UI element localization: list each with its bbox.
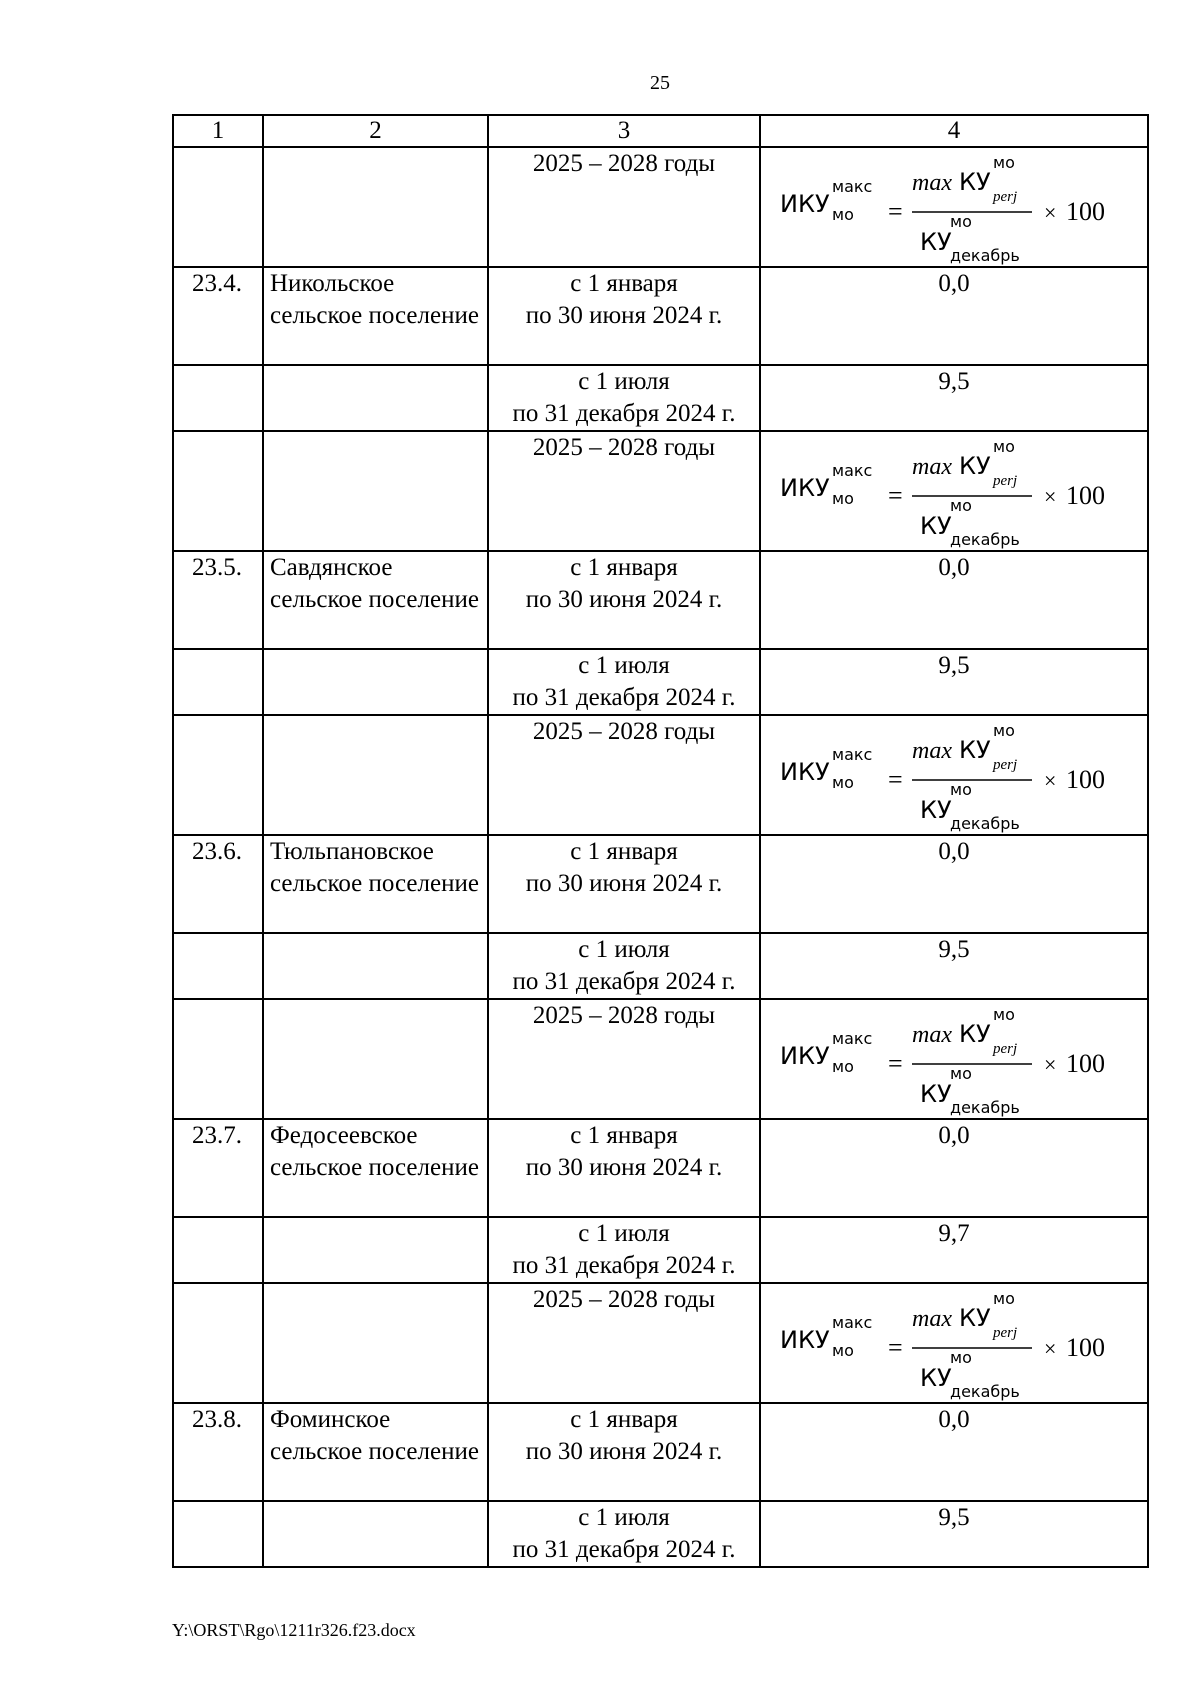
period-cell: с 1 июля по 31 декабря 2024 г. — [488, 1217, 760, 1283]
formula-den-sup: мо — [950, 1348, 972, 1367]
formula-times: × — [1044, 200, 1057, 225]
formula-num-main: КУ — [959, 1020, 991, 1048]
index-value-cell — [760, 999, 1148, 1119]
index-value-cell: 0,0 — [760, 835, 1148, 933]
index-value-cell: 0,0 — [760, 551, 1148, 649]
formula-den-sub: декабрь — [950, 246, 1020, 265]
formula-num-main: КУ — [959, 168, 991, 196]
index-value-cell — [760, 715, 1148, 835]
formula-num-sup: мо — [993, 1289, 1015, 1308]
row-number-cell: 23.6. — [173, 835, 263, 933]
table-row — [173, 1119, 1148, 1217]
settlement-name-cell — [263, 933, 488, 999]
formula-max: max — [912, 454, 952, 480]
formula-max: max — [912, 170, 952, 196]
formula-lhs: ИКУ — [780, 758, 830, 786]
period-cell: 2025 – 2028 годы — [488, 999, 760, 1119]
index-formula — [774, 716, 1134, 834]
period-cell: с 1 января по 30 июня 2024 г. — [488, 267, 760, 365]
table-row — [173, 431, 1148, 551]
settlement-name-cell — [263, 1501, 488, 1567]
index-value-cell: 9,5 — [760, 649, 1148, 715]
table-row — [173, 999, 1148, 1119]
row-number-cell — [173, 1217, 263, 1283]
period-cell: 2025 – 2028 годы — [488, 147, 760, 267]
formula-num-main: КУ — [959, 452, 991, 480]
formula-den-main: КУ — [920, 1080, 952, 1108]
period-cell: с 1 января по 30 июня 2024 г. — [488, 835, 760, 933]
table-row — [173, 933, 1148, 999]
index-value-cell: 0,0 — [760, 1119, 1148, 1217]
formula-equals: = — [888, 481, 903, 510]
formula-max: max — [912, 738, 952, 764]
period-cell: с 1 июля по 31 декабря 2024 г. — [488, 933, 760, 999]
formula-lhs-sup: макс — [832, 461, 873, 480]
table-row — [173, 715, 1148, 835]
formula-den-sub: декабрь — [950, 814, 1020, 833]
formula-num-sub: perj — [993, 1041, 1018, 1057]
index-formula — [774, 1000, 1134, 1118]
formula-max: max — [912, 1022, 952, 1048]
formula-den-sup: мо — [950, 1064, 972, 1083]
formula-multiplier: 100 — [1066, 197, 1105, 226]
settlement-name-cell: Никольское сельское поселение — [263, 267, 488, 365]
formula-times: × — [1044, 484, 1057, 509]
formula-lhs: ИКУ — [780, 474, 830, 502]
formula-multiplier: 100 — [1066, 481, 1105, 510]
period-cell: с 1 июля по 31 декабря 2024 г. — [488, 365, 760, 431]
table-row — [173, 365, 1148, 431]
index-value-cell: 0,0 — [760, 1403, 1148, 1501]
period-cell: с 1 января по 30 июня 2024 г. — [488, 1403, 760, 1501]
formula-lhs-sub: мо — [832, 1341, 854, 1360]
formula-multiplier: 100 — [1066, 1049, 1105, 1078]
index-value-cell: 0,0 — [760, 267, 1148, 365]
table-row — [173, 835, 1148, 933]
settlement-name-cell — [263, 999, 488, 1119]
settlement-name-cell — [263, 649, 488, 715]
period-cell: 2025 – 2028 годы — [488, 1283, 760, 1403]
formula-num-sup: мо — [993, 721, 1015, 740]
formula-lhs: ИКУ — [780, 190, 830, 218]
row-number-cell — [173, 1283, 263, 1403]
settlement-name-cell — [263, 1217, 488, 1283]
row-number-cell — [173, 649, 263, 715]
formula-den-sup: мо — [950, 496, 972, 515]
formula-lhs-sup: макс — [832, 1313, 873, 1332]
footer-file-path: Y:\ORST\Rgo\1211r326.f23.docx — [172, 1620, 416, 1640]
period-cell: с 1 июля по 31 декабря 2024 г. — [488, 1501, 760, 1567]
row-number-cell — [173, 715, 263, 835]
header-row — [173, 115, 1148, 147]
table-row — [173, 1501, 1148, 1567]
formula-multiplier: 100 — [1066, 1333, 1105, 1362]
formula-times: × — [1044, 768, 1057, 793]
formula-lhs: ИКУ — [780, 1042, 830, 1070]
settlement-name-cell — [263, 715, 488, 835]
formula-num-sub: perj — [993, 189, 1018, 205]
formula-den-sup: мо — [950, 212, 972, 231]
formula-den-main: КУ — [920, 1364, 952, 1392]
index-value-cell: 9,5 — [760, 933, 1148, 999]
table-row — [173, 267, 1148, 365]
period-cell: с 1 января по 30 июня 2024 г. — [488, 1119, 760, 1217]
formula-lhs-sub: мо — [832, 489, 854, 508]
index-formula — [774, 1284, 1134, 1402]
settlement-name-cell: Федосеевское сельское поселение — [263, 1119, 488, 1217]
table-row — [173, 1403, 1148, 1501]
table-row — [173, 1217, 1148, 1283]
index-value-cell — [760, 431, 1148, 551]
row-number-cell: 23.5. — [173, 551, 263, 649]
formula-lhs-sup: макс — [832, 177, 873, 196]
formula-lhs-sup: макс — [832, 1029, 873, 1048]
formula-max: max — [912, 1306, 952, 1332]
formula-lhs-sup: макс — [832, 745, 873, 764]
settlement-name-cell — [263, 147, 488, 267]
formula-equals: = — [888, 765, 903, 794]
formula-equals: = — [888, 197, 903, 226]
settlement-name-cell — [263, 365, 488, 431]
formula-den-sub: декабрь — [950, 530, 1020, 549]
table-header — [173, 115, 1148, 147]
settlement-name-cell — [263, 1283, 488, 1403]
table-row — [173, 551, 1148, 649]
formula-den-sup: мо — [950, 780, 972, 799]
formula-num-sub: perj — [993, 757, 1018, 773]
row-number-cell: 23.7. — [173, 1119, 263, 1217]
formula-den-main: КУ — [920, 796, 952, 824]
formula-num-sup: мо — [993, 437, 1015, 456]
formula-lhs-sub: мо — [832, 773, 854, 792]
row-number-cell — [173, 933, 263, 999]
index-formula — [774, 148, 1134, 266]
index-value-cell: 9,5 — [760, 1501, 1148, 1567]
formula-equals: = — [888, 1333, 903, 1362]
row-number-cell — [173, 431, 263, 551]
table-row — [173, 1283, 1148, 1403]
formula-times: × — [1044, 1336, 1057, 1361]
formula-den-sub: декабрь — [950, 1382, 1020, 1401]
row-number-cell — [173, 147, 263, 267]
formula-den-main: КУ — [920, 512, 952, 540]
row-number-cell: 23.8. — [173, 1403, 263, 1501]
period-cell: 2025 – 2028 годы — [488, 431, 760, 551]
page-number: 25 — [650, 72, 670, 94]
settlement-name-cell: Фоминское сельское поселение — [263, 1403, 488, 1501]
row-number-cell — [173, 999, 263, 1119]
period-cell: 2025 – 2028 годы — [488, 715, 760, 835]
row-number-cell — [173, 1501, 263, 1567]
header-col-1: 1 — [173, 115, 263, 147]
settlement-name-cell: Тюльпановское сельское поселение — [263, 835, 488, 933]
index-value-cell — [760, 147, 1148, 267]
formula-multiplier: 100 — [1066, 765, 1105, 794]
formula-num-sup: мо — [993, 1005, 1015, 1024]
formula-num-sub: perj — [993, 473, 1018, 489]
period-cell: с 1 июля по 31 декабря 2024 г. — [488, 649, 760, 715]
formula-den-sub: декабрь — [950, 1098, 1020, 1117]
row-number-cell: 23.4. — [173, 267, 263, 365]
formula-den-main: КУ — [920, 228, 952, 256]
header-col-3: 3 — [488, 115, 760, 147]
tariff-index-table — [172, 114, 1149, 1568]
formula-num-main: КУ — [959, 1304, 991, 1332]
formula-times: × — [1044, 1052, 1057, 1077]
formula-lhs-sub: мо — [832, 1057, 854, 1076]
index-value-cell — [760, 1283, 1148, 1403]
row-number-cell — [173, 365, 263, 431]
formula-equals: = — [888, 1049, 903, 1078]
settlement-name-cell — [263, 431, 488, 551]
formula-lhs: ИКУ — [780, 1326, 830, 1354]
index-value-cell: 9,5 — [760, 365, 1148, 431]
index-formula — [774, 432, 1134, 550]
formula-lhs-sub: мо — [832, 205, 854, 224]
formula-num-sub: perj — [993, 1325, 1018, 1341]
header-col-4: 4 — [760, 115, 1148, 147]
table-row — [173, 147, 1148, 267]
table-row — [173, 649, 1148, 715]
index-value-cell: 9,7 — [760, 1217, 1148, 1283]
formula-num-main: КУ — [959, 736, 991, 764]
header-col-2: 2 — [263, 115, 488, 147]
table-body — [173, 147, 1148, 1567]
settlement-name-cell: Савдянское сельское поселение — [263, 551, 488, 649]
formula-num-sup: мо — [993, 153, 1015, 172]
period-cell: с 1 января по 30 июня 2024 г. — [488, 551, 760, 649]
